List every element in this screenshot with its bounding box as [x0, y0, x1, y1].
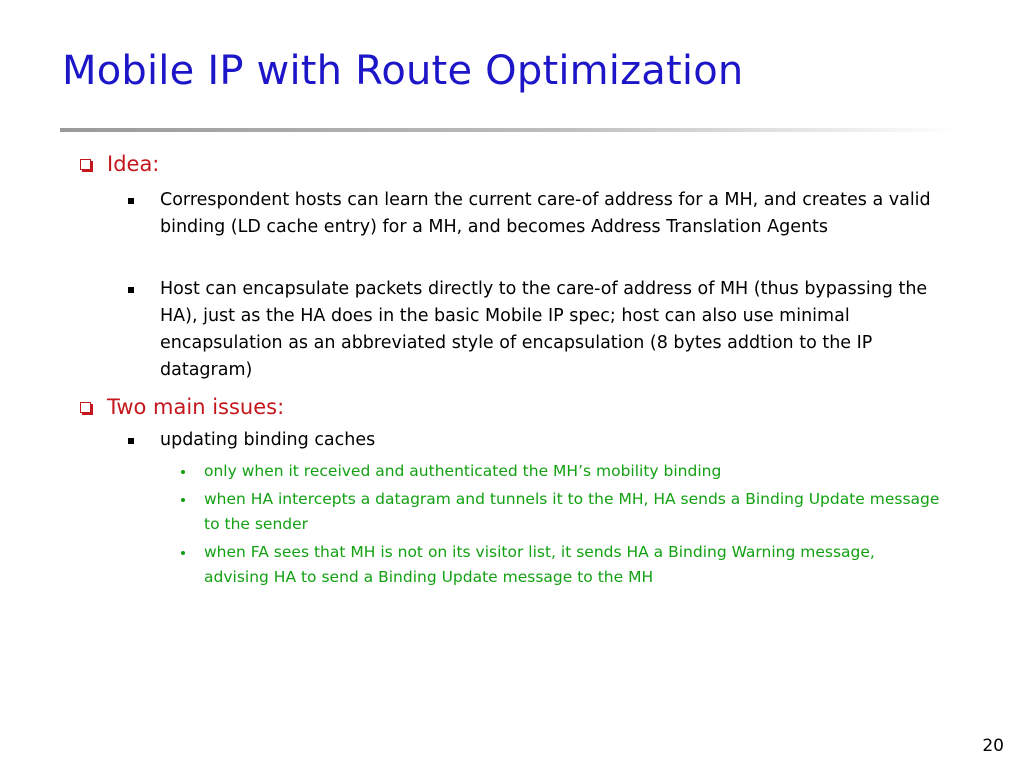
- square-bullet-icon: [128, 438, 134, 444]
- checkbox-bullet-icon: [80, 402, 91, 413]
- sub-list-item: [181, 540, 944, 590]
- square-bullet-icon: [128, 198, 134, 204]
- list-item: [128, 276, 952, 384]
- dot-bullet-icon: [181, 551, 185, 555]
- section-heading: Two main issues:: [107, 395, 285, 419]
- sub-list-item-text: when HA intercepts a datagram and tunnels it to the MH, HA sends a Binding Update message to the sender: [204, 490, 940, 533]
- list-item-text: Host can encapsulate packets directly to the care-of address of MH (thus bypassing the HA), just as the HA does in the basic Mobile IP spec; host can also use minimal encapsulation as an abbreviated style of encapsulation (8 bytes addtion to the IP datagram): [160, 279, 928, 380]
- list-item: [128, 427, 952, 454]
- section-idea: [80, 152, 159, 176]
- sub-list-item-text: when FA sees that MH is not on its visitor list, it sends HA a Binding Warning message, advising HA to send a Binding Update message to the MH: [204, 543, 875, 586]
- list-item-text: Correspondent hosts can learn the current care-of address for a MH, and creates a valid binding (LD cache entry) for a MH, and becomes Address Translation Agents: [160, 190, 931, 237]
- sub-list-item: [181, 459, 944, 484]
- section-heading: Idea:: [107, 152, 160, 176]
- list-item-text: updating binding caches: [160, 430, 376, 450]
- dot-bullet-icon: [181, 498, 185, 502]
- section-issues: [80, 395, 284, 419]
- checkbox-bullet-icon: [80, 159, 91, 170]
- title-divider: [60, 128, 960, 132]
- square-bullet-icon: [128, 287, 134, 293]
- dot-bullet-icon: [181, 470, 185, 474]
- slide-title: Mobile IP with Route Optimization: [62, 48, 744, 94]
- sub-list-item-text: only when it received and authenticated the MH’s mobility binding: [204, 462, 722, 480]
- sub-list-item: [181, 487, 944, 537]
- list-item: [128, 187, 952, 241]
- page-number: 20: [982, 736, 1004, 756]
